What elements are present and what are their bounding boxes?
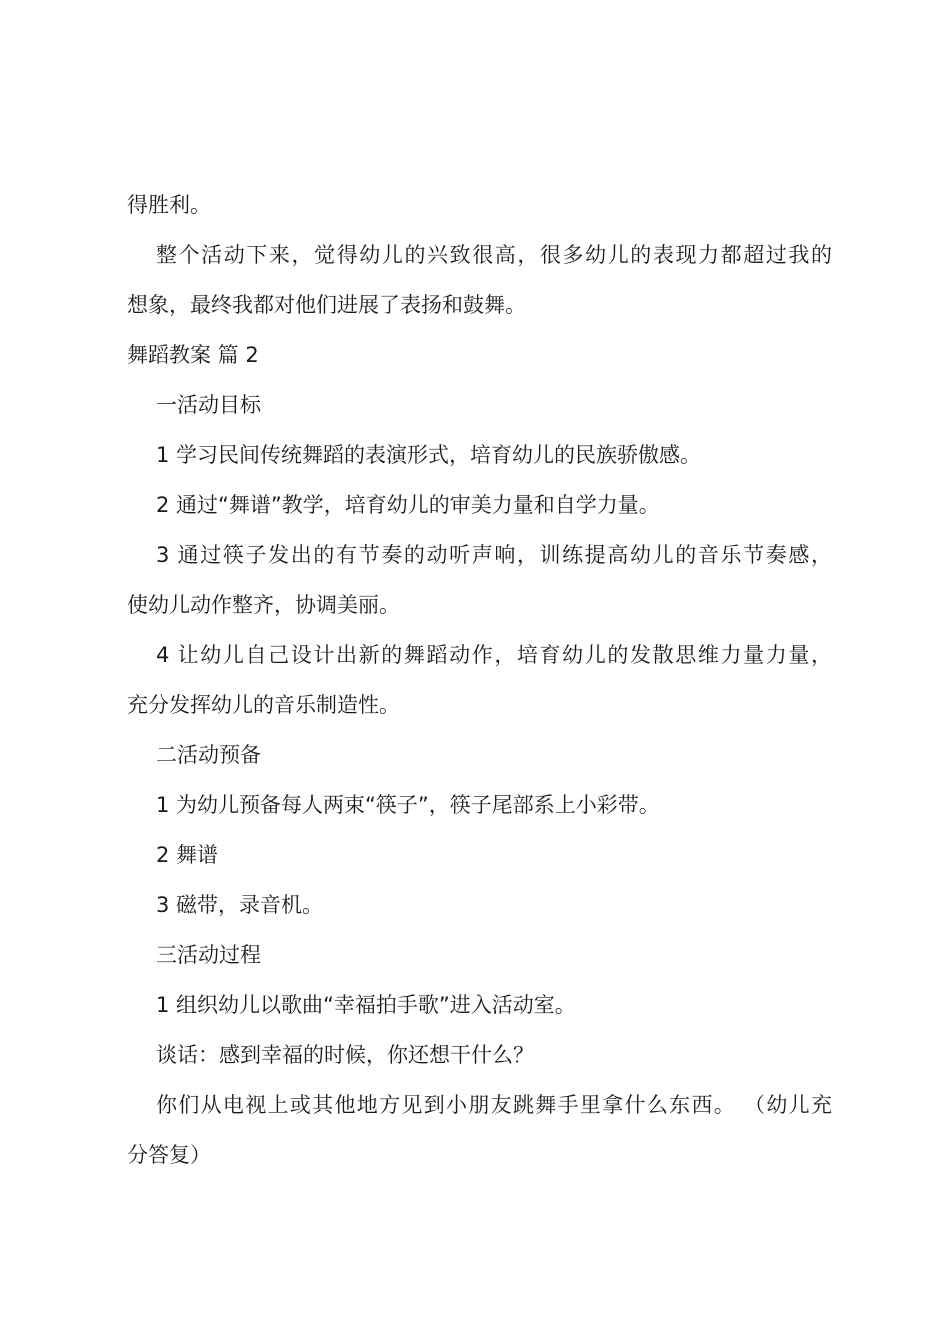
- text-line: 三活动过程: [156, 943, 261, 967]
- text-line: 谈话：感到幸福的时候，你还想干什么？: [156, 1043, 534, 1067]
- text-line: 一活动目标: [156, 393, 261, 417]
- text-line: 1 组织幼儿以歌曲“幸福拍手歌”进入活动室。: [156, 993, 576, 1017]
- text-line: 2 舞谱: [156, 843, 219, 867]
- text-line: 分答复）: [127, 1143, 211, 1167]
- text-line: 得胜利。: [127, 193, 211, 217]
- text-line: 二活动预备: [156, 743, 261, 767]
- text-line: 1 学习民间传统舞蹈的表演形式，培育幼儿的民族骄傲感。: [156, 443, 702, 467]
- text-line: 2 通过“舞谱”教学，培育幼儿的审美力量和自学力量。: [156, 493, 660, 517]
- text-line: 使幼儿动作整齐，协调美丽。: [127, 593, 400, 617]
- text-line: 你们从电视上或其他地方见到小朋友跳舞手里拿什么东西。 （幼儿充: [156, 1093, 832, 1117]
- text-line: 整个活动下来，觉得幼儿的兴致很高，很多幼儿的表现力都超过我的: [156, 243, 832, 267]
- text-line: 充分发挥幼儿的音乐制造性。: [127, 693, 400, 717]
- text-line: 3 通过筷子发出的有节奏的动听声响，训练提高幼儿的音乐节奏感，: [156, 543, 832, 567]
- text-line: 4 让幼儿自己设计出新的舞蹈动作，培育幼儿的发散思维力量力量，: [156, 643, 832, 667]
- section-heading: 舞蹈教案 篇 2: [127, 343, 259, 367]
- text-line: 3 磁带，录音机。: [156, 893, 324, 917]
- text-line: 想象，最终我都对他们进展了表扬和鼓舞。: [127, 293, 526, 317]
- text-line: 1 为幼儿预备每人两束“筷子”，筷子尾部系上小彩带。: [156, 793, 660, 817]
